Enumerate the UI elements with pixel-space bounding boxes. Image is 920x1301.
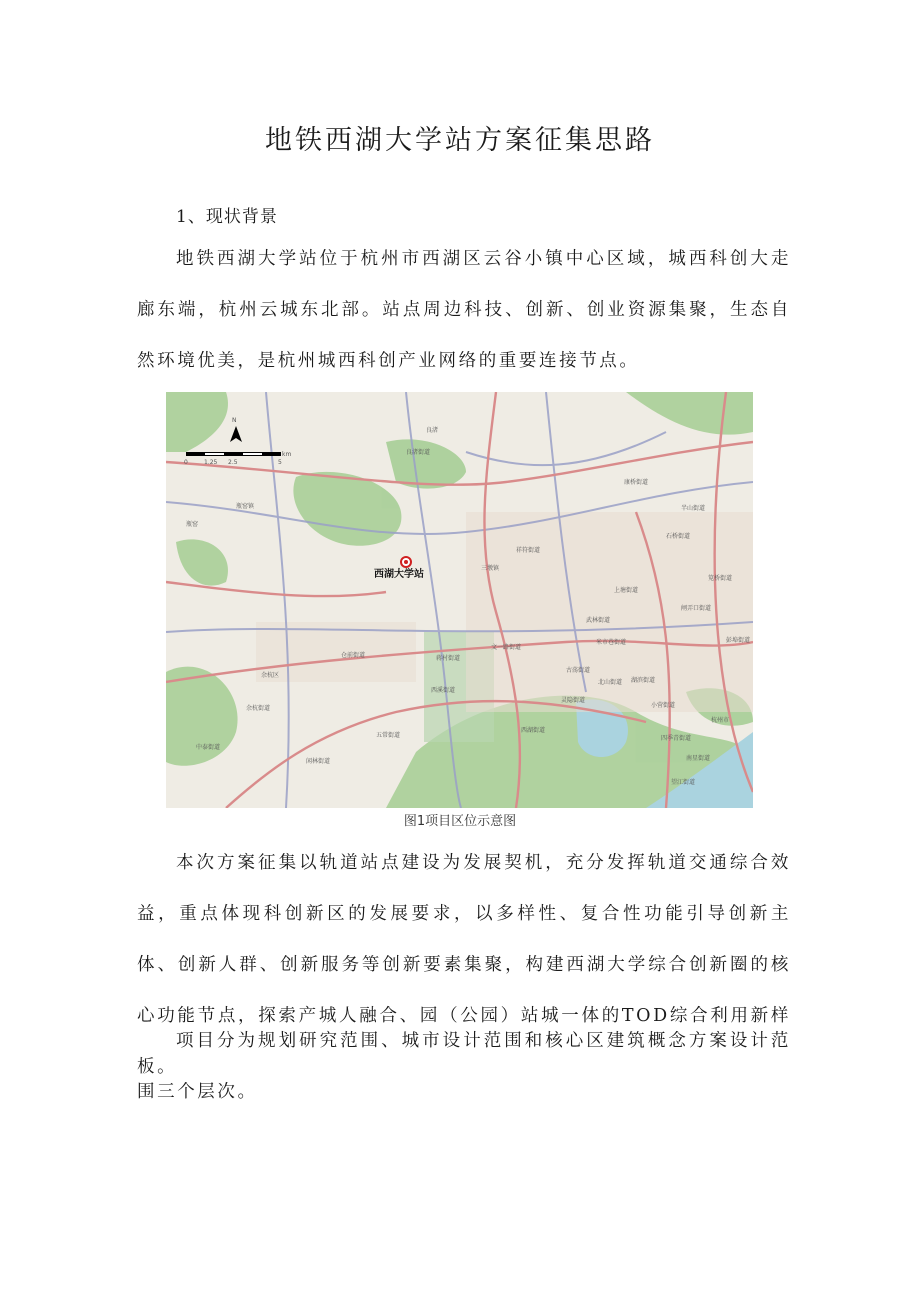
place-label: 湖滨街道 (631, 677, 656, 684)
place-label: 石桥街道 (666, 533, 691, 540)
scale-label: 0 (184, 459, 188, 466)
scale-label: 1.25 (204, 459, 218, 466)
place-label: 良渚街道 (406, 449, 431, 456)
place-label: 余杭区 (261, 672, 280, 679)
place-label: 闸弄口街道 (681, 605, 712, 612)
place-label: 半山街道 (681, 505, 706, 512)
station-label: 西湖大学站 (374, 569, 424, 580)
scale-unit: km (282, 451, 292, 458)
place-label: 四季青街道 (661, 735, 692, 742)
place-label: 彭埠街道 (726, 637, 751, 644)
place-label: 灵隐街道 (561, 697, 586, 704)
place-label: 米市巷街道 (596, 639, 627, 646)
place-label: 小营街道 (651, 702, 676, 709)
place-label: 南星街道 (686, 755, 711, 762)
place-label: 中泰街道 (196, 744, 221, 751)
place-label: 仓前街道 (341, 652, 366, 659)
place-label: 西溪街道 (431, 687, 456, 694)
place-label: 蒋村街道 (436, 655, 461, 662)
scale-label: 2.5 (228, 459, 238, 466)
place-label: 望江街道 (671, 779, 696, 786)
paragraph-scope: 项目分为规划研究范围、城市设计范围和核心区建筑概念方案设计范围三个层次。 (137, 1031, 791, 1102)
place-label: 瓶窑镇 (236, 503, 255, 510)
place-label: 杭州市 (711, 717, 730, 724)
place-label: 祥符街道 (516, 547, 541, 554)
place-label: 瓶窑 (186, 521, 199, 528)
place-label: 三墩镇 (481, 565, 500, 572)
section-heading: 1、现状背景 (176, 207, 278, 227)
page-title: 地铁西湖大学站方案征集思路 (265, 125, 655, 156)
place-label: 古荡街道 (566, 667, 591, 674)
north-label: N (232, 417, 237, 424)
place-label: 西湖街道 (521, 727, 546, 734)
place-label: 余杭街道 (246, 705, 271, 712)
place-label: 良渚 (426, 427, 439, 434)
place-label: 武林街道 (586, 617, 611, 624)
scale-label: 5 (278, 459, 282, 466)
place-label: 上塘街道 (614, 587, 639, 594)
location-map (166, 392, 753, 808)
paragraph-goals: 本次方案征集以轨道站点建设为发展契机，充分发挥轨道交通综合效益，重点体现科创新区的发展要求，以多样性、复合性功能引导创新主体、创新人群、创新服务等创新要素集聚，构建西湖大学综合创新圈的核心功能节点，探索产城人融合、园（公园）站城一体的TOD综合利用新样板。 (137, 853, 791, 1077)
place-label: 五常街道 (376, 732, 401, 739)
place-label: 北山街道 (598, 679, 623, 686)
place-label: 笕桥街道 (708, 575, 733, 582)
place-label: 闲林街道 (306, 758, 331, 765)
place-label: 康桥街道 (624, 479, 649, 486)
paragraph-background: 地铁西湖大学站位于杭州市西湖区云谷小镇中心区域，城西科创大走廊东端，杭州云城东北部。站点周边科技、创新、创业资源集聚，生态自然环境优美，是杭州城西科创产业网络的重要连接节点。 (137, 249, 791, 371)
figure-caption: 图1项目区位示意图 (403, 814, 517, 829)
place-label: 文一路街道 (491, 644, 522, 651)
